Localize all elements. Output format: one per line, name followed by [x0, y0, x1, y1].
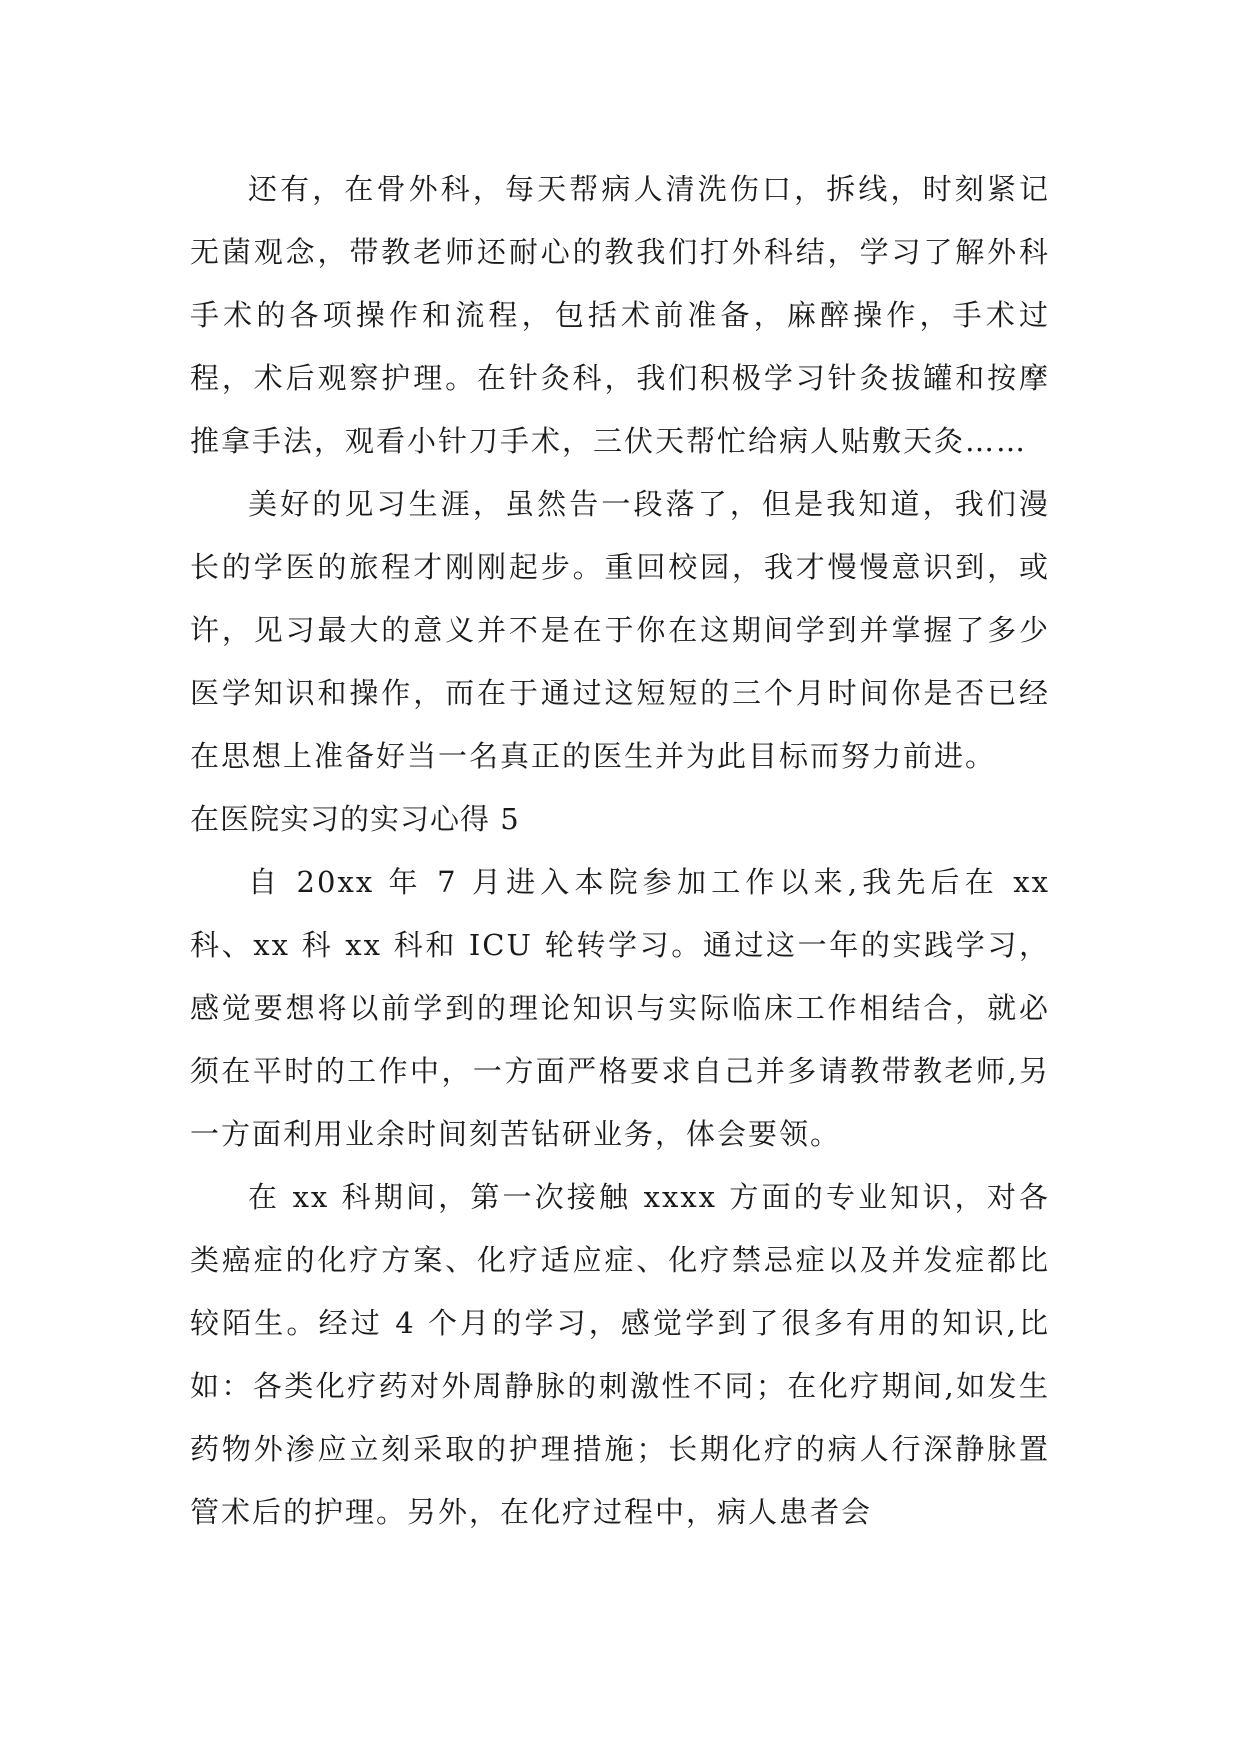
paragraph: 自 20xx 年 7 月进入本院参加工作以来,我先后在 xx 科、xx 科 xx 科和 ICU 轮转学习。通过这一年的实践学习，感觉要想将以前学到的理论知识与实际临床工作相结合，就必须在平时的工作中，一方面严格要求自己并多请教带教老师,另一方面利用业余时间刻苦钻研业务，体会要领。: [190, 865, 1050, 1151]
paragraph: 在 xx 科期间，第一次接触 xxxx 方面的专业知识，对各类癌症的化疗方案、化疗适应症、化疗禁忌症以及并发症都比较陌生。经过 4 个月的学习，感觉学到了很多有用的知识,比如：各类化疗药对外周静脉的刺激性不同；在化疗期间,如发生药物外渗应立刻采取的护理措施；长期化疗的病人行深静脉置管术后的护理。另外，在化疗过程中，病人患者会: [190, 1180, 1050, 1529]
section-title: 在医院实习的实习心得 5: [190, 802, 520, 836]
paragraph: 还有，在骨外科，每天帮病人清洗伤口，拆线，时刻紧记无菌观念，带教老师还耐心的教我们打外科结，学习了解外科手术的各项操作和流程，包括术前准备，麻醉操作，手术过程，术后观察护理。在针灸科，我们积极学习针灸拔罐和按摩推拿手法，观看小针刀手术，三伏天帮忙给病人贴敷天灸……: [190, 172, 1050, 458]
paragraph: 美好的见习生涯，虽然告一段落了，但是我知道，我们漫长的学医的旅程才刚刚起步。重回校园，我才慢慢意识到，或许，见习最大的意义并不是在于你在这期间学到并掌握了多少医学知识和操作，而在于通过这短短的三个月时间你是否已经在思想上准备好当一名真正的医生并为此目标而努力前进。: [190, 487, 1050, 773]
document-body: [190, 158, 1050, 1544]
